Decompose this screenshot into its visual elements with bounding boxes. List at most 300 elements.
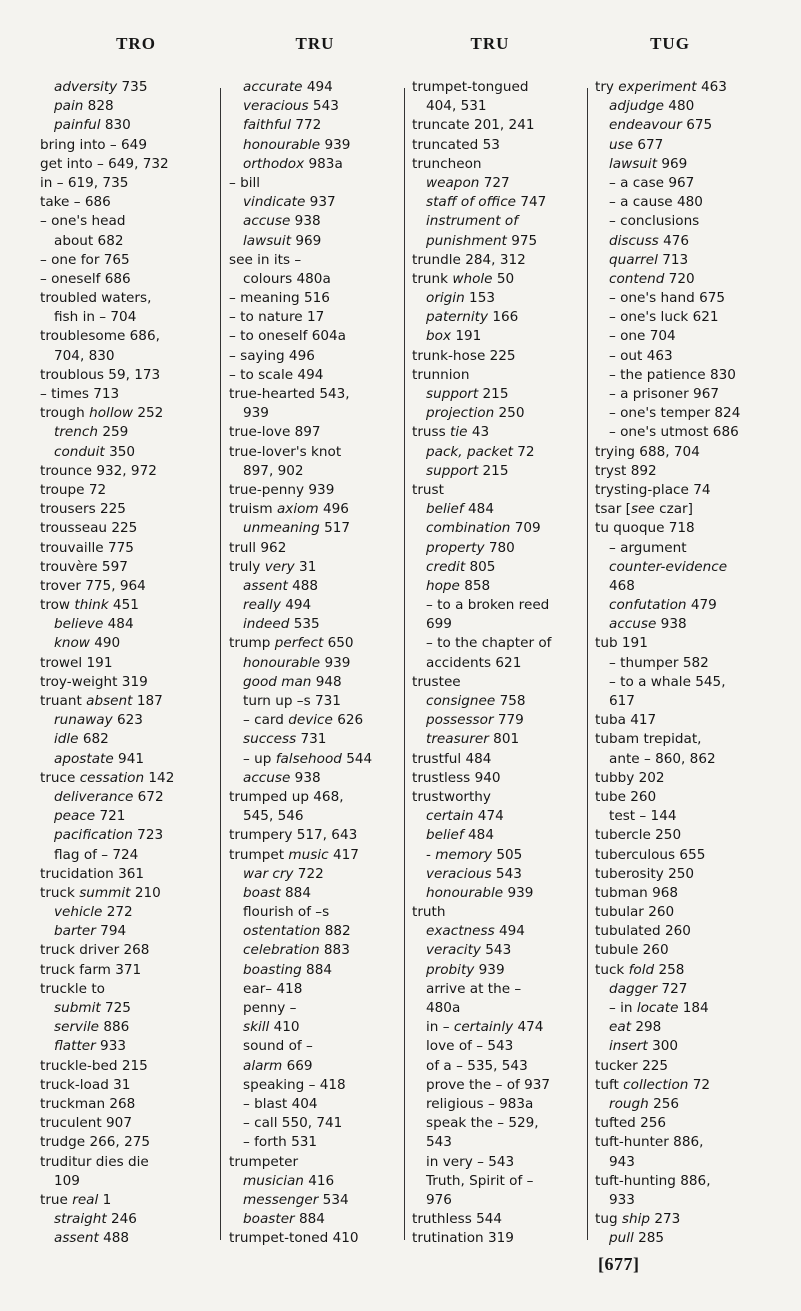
- index-entry: [229, 1095, 402, 1114]
- index-entry: [40, 539, 215, 558]
- entry-text: tub 191: [595, 635, 648, 652]
- entry-reference: 494: [280, 597, 312, 614]
- entry-reference: 772: [291, 117, 322, 134]
- entry-category: dagger: [609, 980, 658, 997]
- entry-text: truant: [40, 693, 87, 709]
- index-entry: [229, 807, 402, 826]
- entry-text: – one 704: [609, 328, 676, 345]
- entry-category: lawsuit: [609, 155, 658, 172]
- entry-reference: 828: [83, 98, 114, 115]
- index-entry: [40, 1229, 215, 1248]
- entry-text: tuberosity 250: [595, 865, 695, 882]
- entry-category: conduit: [54, 443, 105, 460]
- entry-category: ship: [621, 1211, 651, 1228]
- index-entry: [412, 807, 584, 826]
- index-entry: [412, 692, 584, 711]
- entry-text: truce: [40, 769, 80, 786]
- index-entry: [229, 347, 402, 366]
- entry-text: truncheon: [412, 155, 482, 172]
- entry-reference: 31: [294, 558, 317, 575]
- entry-category: musician: [243, 1172, 304, 1189]
- index-entry: [40, 366, 215, 385]
- index-entry: [412, 155, 584, 174]
- index-entry: [40, 1018, 215, 1037]
- entry-text: – times 713: [40, 386, 120, 402]
- column-divider: [220, 88, 221, 1240]
- entry-reference: 937: [305, 194, 336, 211]
- index-entry: [595, 251, 780, 270]
- entry-reference: 948: [311, 673, 342, 690]
- entry-category: fold: [628, 961, 655, 978]
- index-entry: [229, 999, 402, 1018]
- entry-reference: 883: [319, 942, 350, 959]
- entry-text: trunnion: [412, 366, 470, 383]
- entry-category: ostentation: [243, 923, 321, 940]
- running-header: [0, 34, 801, 58]
- entry-text: 933: [609, 1191, 635, 1208]
- entry-category: vindicate: [243, 194, 306, 211]
- index-column-2: [229, 78, 402, 1248]
- entry-category: adversity: [54, 79, 118, 95]
- index-entry: [40, 500, 215, 519]
- index-entry: [412, 116, 584, 135]
- index-entry: [412, 788, 584, 807]
- entry-category: perfect: [274, 635, 324, 652]
- entry-text: – one's hand 675: [609, 290, 726, 307]
- index-entry: [40, 1172, 215, 1191]
- entry-text: truck: [40, 884, 80, 901]
- index-entry: [412, 615, 584, 634]
- index-entry: [595, 500, 780, 519]
- entry-category: servile: [54, 1019, 99, 1036]
- entry-text: trouvaille 775: [40, 539, 134, 556]
- index-entry: [229, 270, 402, 289]
- entry-category: apostate: [54, 750, 114, 767]
- entry-category: experiment: [618, 79, 697, 95]
- entry-reference: 451: [108, 597, 139, 614]
- entry-text: truthless 544: [412, 1211, 503, 1228]
- index-entry: [412, 1114, 584, 1133]
- index-entry: [412, 193, 584, 212]
- index-entry: [40, 654, 215, 673]
- entry-text: trudge 266, 275: [40, 1134, 151, 1151]
- entry-text: get into – 649, 732: [40, 155, 169, 172]
- entry-text: trumpery 517, 643: [229, 827, 358, 844]
- index-entry: [595, 922, 780, 941]
- index-entry: [40, 462, 215, 481]
- entry-reference: 210: [130, 884, 161, 901]
- index-entry: [229, 769, 402, 788]
- index-entry: [40, 385, 215, 404]
- index-entry: [412, 327, 584, 346]
- entry-text: – in: [609, 1000, 637, 1016]
- entry-text: trustworthy: [412, 788, 491, 805]
- entry-text: colours 480a: [243, 270, 331, 287]
- entry-text: – argument: [609, 539, 687, 556]
- entry-text: – saying 496: [229, 347, 315, 364]
- index-entry: [229, 366, 402, 385]
- entry-reference: 709: [510, 520, 541, 537]
- index-entry: [229, 116, 402, 135]
- entry-category: absent: [86, 693, 133, 709]
- entry-category: boasting: [243, 961, 302, 978]
- entry-reference: 484: [103, 616, 134, 633]
- header-guide-word-2: TRU: [295, 34, 335, 53]
- entry-text: trowel 191: [40, 654, 113, 671]
- index-entry: [40, 634, 215, 653]
- index-entry: [595, 1210, 780, 1229]
- index-entry: [229, 922, 402, 941]
- entry-category: barter: [54, 923, 96, 940]
- entry-reference: 474: [473, 808, 504, 825]
- entry-text: tube 260: [595, 788, 657, 805]
- index-entry: [412, 212, 584, 231]
- index-entry: [595, 692, 780, 711]
- entry-text: religious – 983a: [426, 1095, 534, 1112]
- entry-category: trench: [54, 424, 98, 441]
- entry-category: property: [426, 539, 485, 556]
- entry-category: vehicle: [54, 904, 103, 921]
- entry-reference: 543: [480, 942, 512, 959]
- page-number: [677]: [598, 1254, 640, 1274]
- entry-text: – one for 765: [40, 251, 130, 268]
- index-entry: [229, 97, 402, 116]
- entry-text: trump: [229, 635, 275, 652]
- index-entry: [595, 232, 780, 251]
- index-entry: [595, 577, 780, 596]
- entry-text: tuba 417: [595, 712, 657, 729]
- entry-text: – to the chapter of: [426, 635, 552, 652]
- entry-text: 976: [426, 1191, 452, 1208]
- entry-reference: 969: [657, 155, 688, 172]
- entry-reference: 939: [474, 961, 505, 978]
- index-entry: [412, 1133, 584, 1152]
- entry-category: honourable: [426, 884, 504, 901]
- index-entry: [229, 788, 402, 807]
- index-entry: [595, 730, 780, 749]
- index-entry: [40, 596, 215, 615]
- entry-reference: 246: [106, 1211, 137, 1228]
- entry-category: alarm: [243, 1057, 283, 1074]
- index-entry: [40, 155, 215, 174]
- entry-category: know: [54, 635, 90, 652]
- entry-category: combination: [426, 520, 511, 537]
- index-entry: [412, 366, 584, 385]
- entry-text: in very – 543: [426, 1153, 515, 1170]
- column-divider: [404, 88, 405, 1240]
- entry-text: speak the – 529,: [426, 1115, 539, 1132]
- entry-text: trutination 319: [412, 1230, 514, 1247]
- index-entry: [229, 941, 402, 960]
- entry-text: 699: [426, 616, 452, 633]
- entry-text: 617: [609, 693, 635, 709]
- entry-text: trover 775, 964: [40, 577, 146, 594]
- index-entry: [40, 1095, 215, 1114]
- entry-reference: 758: [495, 693, 526, 709]
- index-entry: [40, 212, 215, 231]
- entry-category: lawsuit: [243, 232, 292, 249]
- entry-text: trumpet: [229, 846, 289, 863]
- entry-category: summit: [79, 884, 131, 901]
- entry-text: tryst 892: [595, 462, 657, 479]
- entry-text: truckle-bed 215: [40, 1057, 148, 1074]
- index-column-4: [595, 78, 780, 1248]
- entry-reference: 884: [280, 884, 311, 901]
- entry-category: collection: [623, 1076, 689, 1093]
- entry-reference: 939: [503, 884, 534, 901]
- index-entry: [229, 404, 402, 423]
- index-entry: [40, 769, 215, 788]
- index-entry: [40, 1076, 215, 1095]
- index-entry: [40, 922, 215, 941]
- index-entry: [595, 903, 780, 922]
- index-entry: [595, 423, 780, 442]
- entry-text: tubular 260: [595, 904, 675, 921]
- entry-reference: 350: [104, 443, 136, 460]
- entry-text: – to nature 17: [229, 309, 325, 326]
- index-entry: [595, 155, 780, 174]
- index-entry: [229, 615, 402, 634]
- index-entry: [40, 1037, 215, 1056]
- entry-reference: 983a: [304, 155, 343, 172]
- index-entry: [229, 251, 402, 270]
- index-entry: [595, 846, 780, 865]
- index-entry: [595, 539, 780, 558]
- entry-text: 939: [243, 405, 269, 422]
- entry-reference: 727: [657, 980, 688, 997]
- entry-text: try: [595, 79, 619, 95]
- index-entry: [229, 385, 402, 404]
- entry-text: – card: [243, 712, 289, 729]
- index-entry: [595, 97, 780, 116]
- index-entry: [40, 1210, 215, 1229]
- index-entry: [229, 596, 402, 615]
- entry-category: pull: [609, 1230, 634, 1247]
- entry-text: tubulated 260: [595, 923, 691, 940]
- index-entry: [595, 807, 780, 826]
- entry-text: tsar [: [595, 501, 631, 518]
- index-entry: [412, 730, 584, 749]
- entry-category: celebration: [243, 942, 320, 959]
- entry-category: tie: [450, 424, 468, 441]
- entry-reference: 938: [290, 213, 321, 230]
- entry-text: tuft-hunting 886,: [595, 1172, 711, 1189]
- column-divider: [587, 88, 588, 1240]
- index-entry: [412, 347, 584, 366]
- entry-text: troublesome 686,: [40, 328, 160, 345]
- entry-reference: 731: [296, 731, 327, 748]
- index-entry: [412, 596, 584, 615]
- entry-category: veracity: [426, 942, 481, 959]
- entry-category: whole: [452, 270, 493, 287]
- entry-category: veracious: [426, 865, 492, 882]
- entry-reference: 801: [488, 731, 520, 748]
- entry-reference: 672: [133, 788, 164, 805]
- entry-text: – the patience 830: [609, 366, 736, 383]
- index-entry: [40, 730, 215, 749]
- index-entry: [40, 961, 215, 980]
- index-entry: [229, 846, 402, 865]
- index-entry: [229, 673, 402, 692]
- index-entry: [40, 807, 215, 826]
- entry-text: 468: [609, 577, 635, 594]
- index-entry: [412, 1018, 584, 1037]
- entry-text: truly: [229, 558, 265, 575]
- entry-category: contend: [609, 270, 665, 287]
- index-entry: [595, 1018, 780, 1037]
- entry-text: tufted 256: [595, 1115, 667, 1132]
- entry-category: pacification: [54, 827, 133, 844]
- entry-text: trough: [40, 405, 90, 422]
- index-entry: [229, 212, 402, 231]
- index-entry: [595, 462, 780, 481]
- index-entry: [595, 481, 780, 500]
- entry-text: prove the – of 937: [426, 1076, 551, 1093]
- entry-text: arrive at the –: [426, 980, 522, 997]
- entry-reference: 747: [516, 194, 547, 211]
- index-entry: [40, 232, 215, 251]
- index-entry: [595, 596, 780, 615]
- entry-text: – meaning 516: [229, 290, 330, 307]
- index-entry: [40, 788, 215, 807]
- entry-text: troy-weight 319: [40, 673, 148, 690]
- index-entry: [40, 443, 215, 462]
- index-entry: [40, 750, 215, 769]
- index-entry: [40, 903, 215, 922]
- entry-category: hollow: [89, 405, 134, 422]
- index-entry: [40, 136, 215, 155]
- index-entry: [40, 558, 215, 577]
- entry-text: – conclusions: [609, 213, 700, 230]
- entry-category: counter-evidence: [609, 558, 728, 575]
- entry-text: – a case 967: [609, 174, 695, 191]
- index-entry: [412, 289, 584, 308]
- entry-text: accidents 621: [426, 654, 522, 671]
- index-entry: [229, 634, 402, 653]
- entry-reference: 484: [463, 501, 494, 518]
- entry-reference: 682: [78, 731, 109, 748]
- entry-reference: 534: [318, 1191, 349, 1208]
- entry-text: tubercle 250: [595, 827, 682, 844]
- index-entry: [595, 999, 780, 1018]
- entry-category: support: [426, 386, 479, 402]
- entry-text: trying 688, 704: [595, 443, 700, 460]
- index-entry: [229, 558, 402, 577]
- entry-reference: 535: [289, 616, 320, 633]
- entry-text: – a cause 480: [609, 194, 703, 211]
- entry-text: truism: [229, 501, 277, 518]
- entry-reference: 272: [102, 904, 133, 921]
- entry-reference: 184: [678, 1000, 709, 1016]
- entry-text: – oneself 686: [40, 270, 131, 287]
- index-entry: [412, 251, 584, 270]
- entry-category: support: [426, 462, 479, 479]
- index-entry: [412, 922, 584, 941]
- entry-text: 404, 531: [426, 98, 487, 115]
- index-entry: [595, 136, 780, 155]
- entry-text: flourish of –s: [243, 904, 330, 921]
- index-entry: [229, 654, 402, 673]
- entry-reference: 543: [308, 98, 339, 115]
- index-entry: [412, 1037, 584, 1056]
- header-guide-word-4: TUG: [650, 34, 690, 53]
- index-entry: [595, 1037, 780, 1056]
- entry-category: pain: [54, 98, 84, 115]
- entry-category: real: [72, 1191, 99, 1208]
- entry-category: boaster: [243, 1211, 295, 1228]
- entry-text: trunk-hose 225: [412, 347, 516, 364]
- index-entry: [40, 308, 215, 327]
- index-entry: [229, 155, 402, 174]
- index-entry: [229, 865, 402, 884]
- entry-text: true: [40, 1191, 73, 1208]
- index-entry: [412, 404, 584, 423]
- entry-reference: 480: [663, 98, 695, 115]
- entry-category: paternity: [426, 309, 489, 326]
- index-entry: [412, 673, 584, 692]
- index-entry: [595, 615, 780, 634]
- entry-category: straight: [54, 1211, 107, 1228]
- entry-text: – thumper 582: [609, 654, 709, 671]
- entry-category: origin: [426, 290, 465, 307]
- index-entry: [40, 941, 215, 960]
- entry-category: belief: [426, 827, 464, 844]
- entry-reference: 884: [294, 1211, 325, 1228]
- entry-reference: 939: [320, 136, 351, 153]
- entry-reference: 258: [654, 961, 685, 978]
- entry-text: – to oneself 604a: [229, 328, 346, 345]
- entry-category: device: [288, 712, 333, 729]
- index-entry: [229, 519, 402, 538]
- entry-text: turn up –s 731: [243, 693, 341, 709]
- entry-reference: 805: [465, 558, 496, 575]
- index-entry: [229, 692, 402, 711]
- entry-text: true-hearted 543,: [229, 386, 350, 402]
- entry-reference: 479: [686, 597, 717, 614]
- entry-text: bring into – 649: [40, 136, 147, 153]
- entry-reference: 215: [478, 462, 509, 479]
- entry-text: – out 463: [609, 347, 673, 364]
- entry-text: ear– 418: [243, 980, 303, 997]
- index-entry: [412, 903, 584, 922]
- entry-reference: 725: [100, 1000, 131, 1016]
- entry-text: tuberculous 655: [595, 846, 706, 863]
- index-entry: [595, 289, 780, 308]
- index-entry: [595, 347, 780, 366]
- entry-reference: 675: [681, 117, 713, 134]
- index-entry: [229, 711, 402, 730]
- entry-category: submit: [54, 1000, 101, 1016]
- entry-reference: 416: [303, 1172, 335, 1189]
- entry-category: insert: [609, 1038, 648, 1055]
- index-entry: [595, 941, 780, 960]
- entry-reference: 677: [633, 136, 664, 153]
- entry-reference: 969: [291, 232, 322, 249]
- entry-reference: 417: [328, 846, 359, 863]
- index-entry: [229, 289, 402, 308]
- entry-text: tug: [595, 1211, 622, 1228]
- index-entry: [40, 1114, 215, 1133]
- index-entry: [229, 1229, 402, 1248]
- entry-text: – to a broken reed: [426, 597, 550, 614]
- entry-text: – to scale 494: [229, 366, 324, 383]
- entry-category: quarrel: [609, 251, 658, 268]
- entry-reference: 938: [290, 769, 321, 786]
- entry-category: deliverance: [54, 788, 134, 805]
- entry-text: tubule 260: [595, 942, 669, 959]
- index-entry: [412, 443, 584, 462]
- index-entry: [40, 711, 215, 730]
